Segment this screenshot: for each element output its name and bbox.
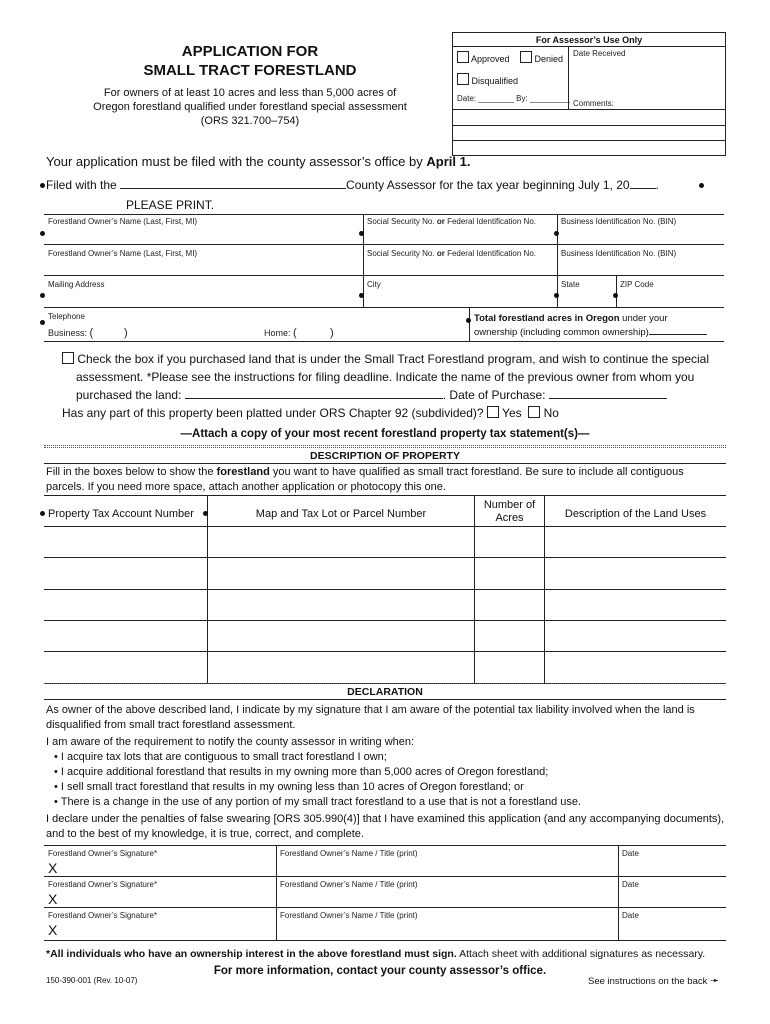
- ssn-2-field[interactable]: [367, 260, 553, 274]
- bin-1-label: Business Identification No. (BIN): [561, 217, 677, 226]
- contact-assessor: For more information, contact your county assessor’s office.: [213, 965, 547, 977]
- ssn-2-label: Social Security No. or Federal Identification No.: [367, 249, 536, 258]
- assessor-box-heading: For Assessor’s Use Only: [535, 35, 643, 45]
- zip-field[interactable]: [620, 291, 720, 305]
- name-title-1-field[interactable]: [280, 860, 614, 874]
- declaration-heading: DECLARATION: [347, 686, 423, 698]
- business-phone-label: Business: (: [48, 327, 94, 339]
- name-title-3-field[interactable]: [280, 922, 614, 936]
- name-title-3-label: Forestland Owner’s Name / Title (print): [280, 911, 418, 920]
- table-row[interactable]: [44, 652, 726, 682]
- subtitle-line2: Oregon forestland qualified under forestland special assessment: [93, 101, 407, 113]
- table-row[interactable]: [44, 527, 726, 557]
- owner-name-1-field[interactable]: [48, 228, 358, 242]
- total-acres-label: Total forestland acres in Oregon under your ownership (including common ownership): [474, 312, 707, 339]
- home-phone-field[interactable]: [298, 324, 448, 338]
- telephone-label: Telephone: [48, 312, 85, 321]
- arrow-right-icon: ➛: [710, 975, 720, 987]
- description-instructions: Fill in the boxes below to show the forestland you want to have qualified as small tract forestland. Be sure to include all contiguous parcels. If you need more space, attach another application or photocopy this one.: [46, 466, 684, 493]
- platted-no-checkbox[interactable]: [528, 406, 540, 418]
- please-print: PLEASE PRINT.: [126, 198, 215, 212]
- filed-with-line: Filed with the County Assessor for the tax year beginning July 1, 20 .: [46, 178, 659, 192]
- form-subtitle: [60, 86, 440, 128]
- signature-1-field[interactable]: X: [48, 860, 58, 876]
- bin-2-field[interactable]: [561, 260, 721, 274]
- deadline-date: April 1.: [426, 154, 471, 169]
- city-field[interactable]: [367, 291, 553, 305]
- approved-label: Approved: [471, 54, 510, 64]
- disqualified-label: Disqualified: [471, 76, 519, 86]
- zip-label: ZIP Code: [620, 280, 654, 289]
- owner-name-2-label: Forestland Owner’s Name (Last, First, MI): [48, 249, 198, 258]
- date-3-field[interactable]: [622, 922, 722, 936]
- table-row[interactable]: [44, 558, 726, 588]
- ssn-1-field[interactable]: [367, 228, 553, 242]
- bin-1-field[interactable]: [561, 228, 721, 242]
- col-tax-account: Property Tax Account Number: [48, 508, 194, 520]
- date-3-label: Date: [622, 911, 639, 920]
- denied-label: Denied: [534, 54, 564, 64]
- platted-yes-checkbox[interactable]: [487, 406, 499, 418]
- purchased-land-checkbox[interactable]: [62, 352, 74, 364]
- denied-checkbox[interactable]: [520, 51, 532, 63]
- signature-3-label: Forestland Owner’s Signature*: [48, 911, 158, 920]
- date-2-field[interactable]: [622, 891, 722, 905]
- business-phone-field[interactable]: [95, 324, 215, 338]
- date-1-label: Date: [622, 849, 639, 858]
- date-1-field[interactable]: [622, 860, 722, 874]
- declaration-text: As owner of the above described land, I indicate by my signature that I am aware of the potential tax liability involved when the land is disqualified from small tract forestland assessment. I am aware of the requirement to notify the county assessor in writing when: • I acquire tax lots that are contiguous to small tract forestland I own; • I acquire additional forestland that results in my owning more than 5,000 acres of Oregon forestland; • I sell small tract forestland that results in my owning less than 10 acres of Oregon forestland; or • There is a change in the use of any portion of my small tract forestland to a use that is not a forestland use. I declare under the penalties of false swearing [ORS 305.990(4)] that I have examined this application (and any accompanying documents), and to the best of my knowledge, it is true, correct, and complete.: [46, 704, 725, 840]
- signature-3-field[interactable]: X: [48, 922, 58, 938]
- declaration-bullet: • I acquire tax lots that are contiguous to small tract forestland I own;: [54, 751, 387, 763]
- date-2-label: Date: [622, 880, 639, 889]
- declaration-bullet: • I sell small tract forestland that results in my owning less than 10 acres of Oregon forestland; or: [54, 781, 524, 793]
- form-title: [100, 42, 400, 80]
- owner-name-2-field[interactable]: [48, 260, 358, 274]
- date-received-label: Date Received: [573, 49, 626, 58]
- ssn-1-label: Social Security No. or Federal Identification No.: [367, 217, 536, 226]
- form-number: 150-390-001 (Rev. 10-07): [46, 976, 138, 985]
- county-name-field[interactable]: [120, 177, 346, 189]
- subtitle-line3: (ORS 321.700–754): [200, 115, 300, 127]
- mailing-address-label: Mailing Address: [48, 280, 105, 289]
- name-title-2-field[interactable]: [280, 891, 614, 905]
- denied-option: [520, 51, 563, 64]
- col-map-tax-lot: Map and Tax Lot or Parcel Number: [255, 508, 427, 520]
- owner-name-1-label: Forestland Owner’s Name (Last, First, MI): [48, 217, 198, 226]
- home-phone-label: Home: (: [264, 327, 297, 339]
- description-heading: DESCRIPTION OF PROPERTY: [310, 450, 460, 462]
- date-of-purchase-field[interactable]: [549, 387, 667, 399]
- approved-checkbox[interactable]: [457, 51, 469, 63]
- bin-2-label: Business Identification No. (BIN): [561, 249, 677, 258]
- table-row[interactable]: [44, 621, 726, 651]
- col-acres: Number of Acres: [483, 499, 536, 524]
- state-label: State: [561, 280, 580, 289]
- name-title-1-label: Forestland Owner’s Name / Title (print): [280, 849, 418, 858]
- disqualified-checkbox[interactable]: [457, 73, 469, 85]
- assessor-date-by[interactable]: Date: ________ By: _________: [457, 94, 570, 103]
- city-label: City: [367, 280, 381, 289]
- table-row[interactable]: [44, 590, 726, 620]
- state-field[interactable]: [561, 291, 613, 305]
- disqualified-option: [457, 73, 518, 86]
- filing-deadline: Your application must be filed with the county assessor’s office by April 1.: [46, 154, 471, 169]
- name-title-2-label: Forestland Owner’s Name / Title (print): [280, 880, 418, 889]
- declaration-bullet: • There is a change in the use of any portion of my small tract forestland to a use that is not a forestland use.: [54, 796, 582, 808]
- col-land-uses: Description of the Land Uses: [564, 508, 707, 520]
- form-title-line2: SMALL TRACT FORESTLAND: [143, 62, 357, 79]
- declaration-bullet: • I acquire additional forestland that results in my owning more than 5,000 acres of Oregon forestland;: [54, 766, 549, 778]
- previous-owner-field[interactable]: [185, 387, 443, 399]
- comments-label: Comments:: [573, 99, 614, 108]
- subtitle-line1: For owners of at least 10 acres and less than 5,000 acres of: [103, 87, 397, 99]
- attach-statement-notice: —Attach a copy of your most recent forestland property tax statement(s)—: [180, 428, 590, 440]
- approved-option: [457, 51, 510, 64]
- total-acres-field[interactable]: [649, 325, 707, 335]
- assessor-use-box: [452, 32, 726, 156]
- all-must-sign-note: *All individuals who have an ownership interest in the above forestland must sign. Attach sheet with additional signatures as necessary.: [46, 948, 706, 960]
- tax-year-field[interactable]: [630, 177, 656, 189]
- form-title-line1: APPLICATION FOR: [181, 43, 319, 60]
- signature-1-label: Forestland Owner’s Signature*: [48, 849, 158, 858]
- mailing-address-field[interactable]: [48, 291, 358, 305]
- signature-2-field[interactable]: X: [48, 891, 58, 907]
- see-instructions: See instructions on the back ➛: [588, 975, 720, 987]
- purchase-section: Check the box if you purchased land that is under the Small Tract Forestland program, and wish to continue the special assessment. *Please see the instructions for filing deadline. Indicate the name of the previous owner from whom you purchased the land: . Date of Purchase: Has any part of this property been platted under ORS Chapter 92 (subdivided)? Yes No: [62, 352, 710, 420]
- signature-2-label: Forestland Owner’s Signature*: [48, 880, 158, 889]
